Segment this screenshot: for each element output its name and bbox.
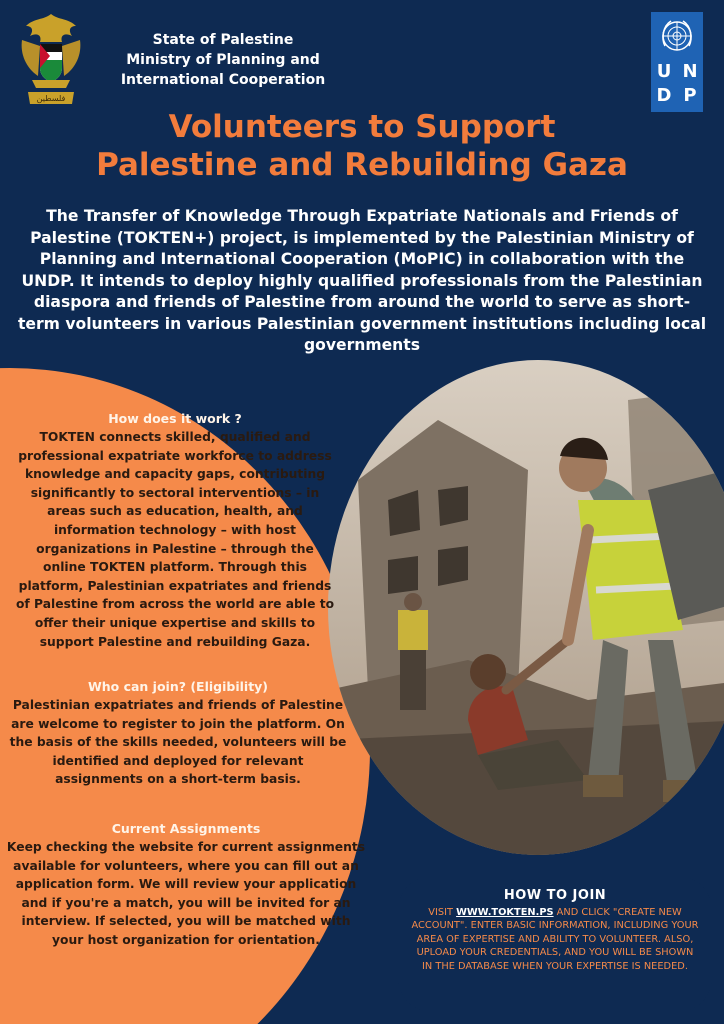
palestine-emblem-icon <box>18 10 84 108</box>
how-it-works-section <box>14 410 336 651</box>
ministry-name <box>103 30 343 90</box>
how-to-join-text: VISIT WWW.TOKTEN.PS AND CLICK "CREATE NEW ACCOUNT". ENTER BASIC INFORMATION, INCLUDING YOUR AREA OF EXPERTISE AND ABILITY TO VOLUNTEER. ALSO, UPLOAD YOUR CREDENTIALS, AND YOU WILL BE SHOWN IN THE DATABASE WHEN YOUR EXPERTISE IS NEEDED. <box>411 907 699 972</box>
section-heading: How does it work ? <box>108 411 242 426</box>
page-title <box>40 108 684 184</box>
tokten-link[interactable]: WWW.TOKTEN.PS <box>456 907 554 918</box>
section-body: Palestinian expatriates and friends of Palestine are welcome to register to join the platform. On the basis of the skills needed, volunteers will be identified and deployed for relevant assignments on a short-term basis. <box>9 698 347 787</box>
eligibility-section <box>8 678 348 789</box>
section-body: Keep checking the website for current assignments available for volunteers, where you can fill out an application form. We will review your application and if you're a match, you will be invited for an interview. If selected, you will be matched with your host organization for orientation. <box>6 840 366 947</box>
org-line: State of Palestine <box>152 32 294 48</box>
un-globe-icon <box>657 16 697 56</box>
current-assignments-section <box>6 820 366 950</box>
intro-paragraph: The Transfer of Knowledge Through Expatriate Nationals and Friends of Palestine (TOKTEN+) project, is implemented by the Palestinian Ministry of Planning and International Cooperation (MoPIC) in collaboration with the UNDP. It intends to deploy highly qualified professionals from the Palestinian diaspora and friends of Palestine from around the world to serve as short-term volunteers in various Palestinian government institutions including local governments <box>17 207 707 354</box>
rescue-photo <box>328 360 724 855</box>
undp-letter: N <box>682 61 698 82</box>
title-line: Volunteers to Support <box>168 109 556 145</box>
section-body: TOKTEN connects skilled, qualified and professional expatriate workforce to address knowledge and capacity gaps, contributing significantly to sectoral interventions – in areas such as education, health, and information technology – with host organizations in Palestine – through the online TOKTEN platform. Through this platform, Palestinian expatriates and friends of Palestine from across the world are able to offer their unique expertise and skills to support Palestine and rebuilding Gaza. <box>15 430 335 649</box>
how-to-join-heading: HOW TO JOIN <box>503 888 607 903</box>
undp-letter: P <box>683 85 697 106</box>
org-line: International Cooperation <box>120 72 326 88</box>
how-to-join-box <box>398 876 712 1012</box>
org-line: Ministry of Planning and <box>126 52 320 68</box>
section-heading: Current Assignments <box>111 821 261 836</box>
section-heading: Who can join? (Eligibility) <box>87 679 269 694</box>
title-line: Palestine and Rebuilding Gaza <box>96 147 628 183</box>
undp-logo <box>651 12 703 112</box>
emblem-lettering: فلسطين <box>36 94 66 103</box>
undp-letter: D <box>656 85 672 106</box>
undp-letter: U <box>656 61 672 82</box>
